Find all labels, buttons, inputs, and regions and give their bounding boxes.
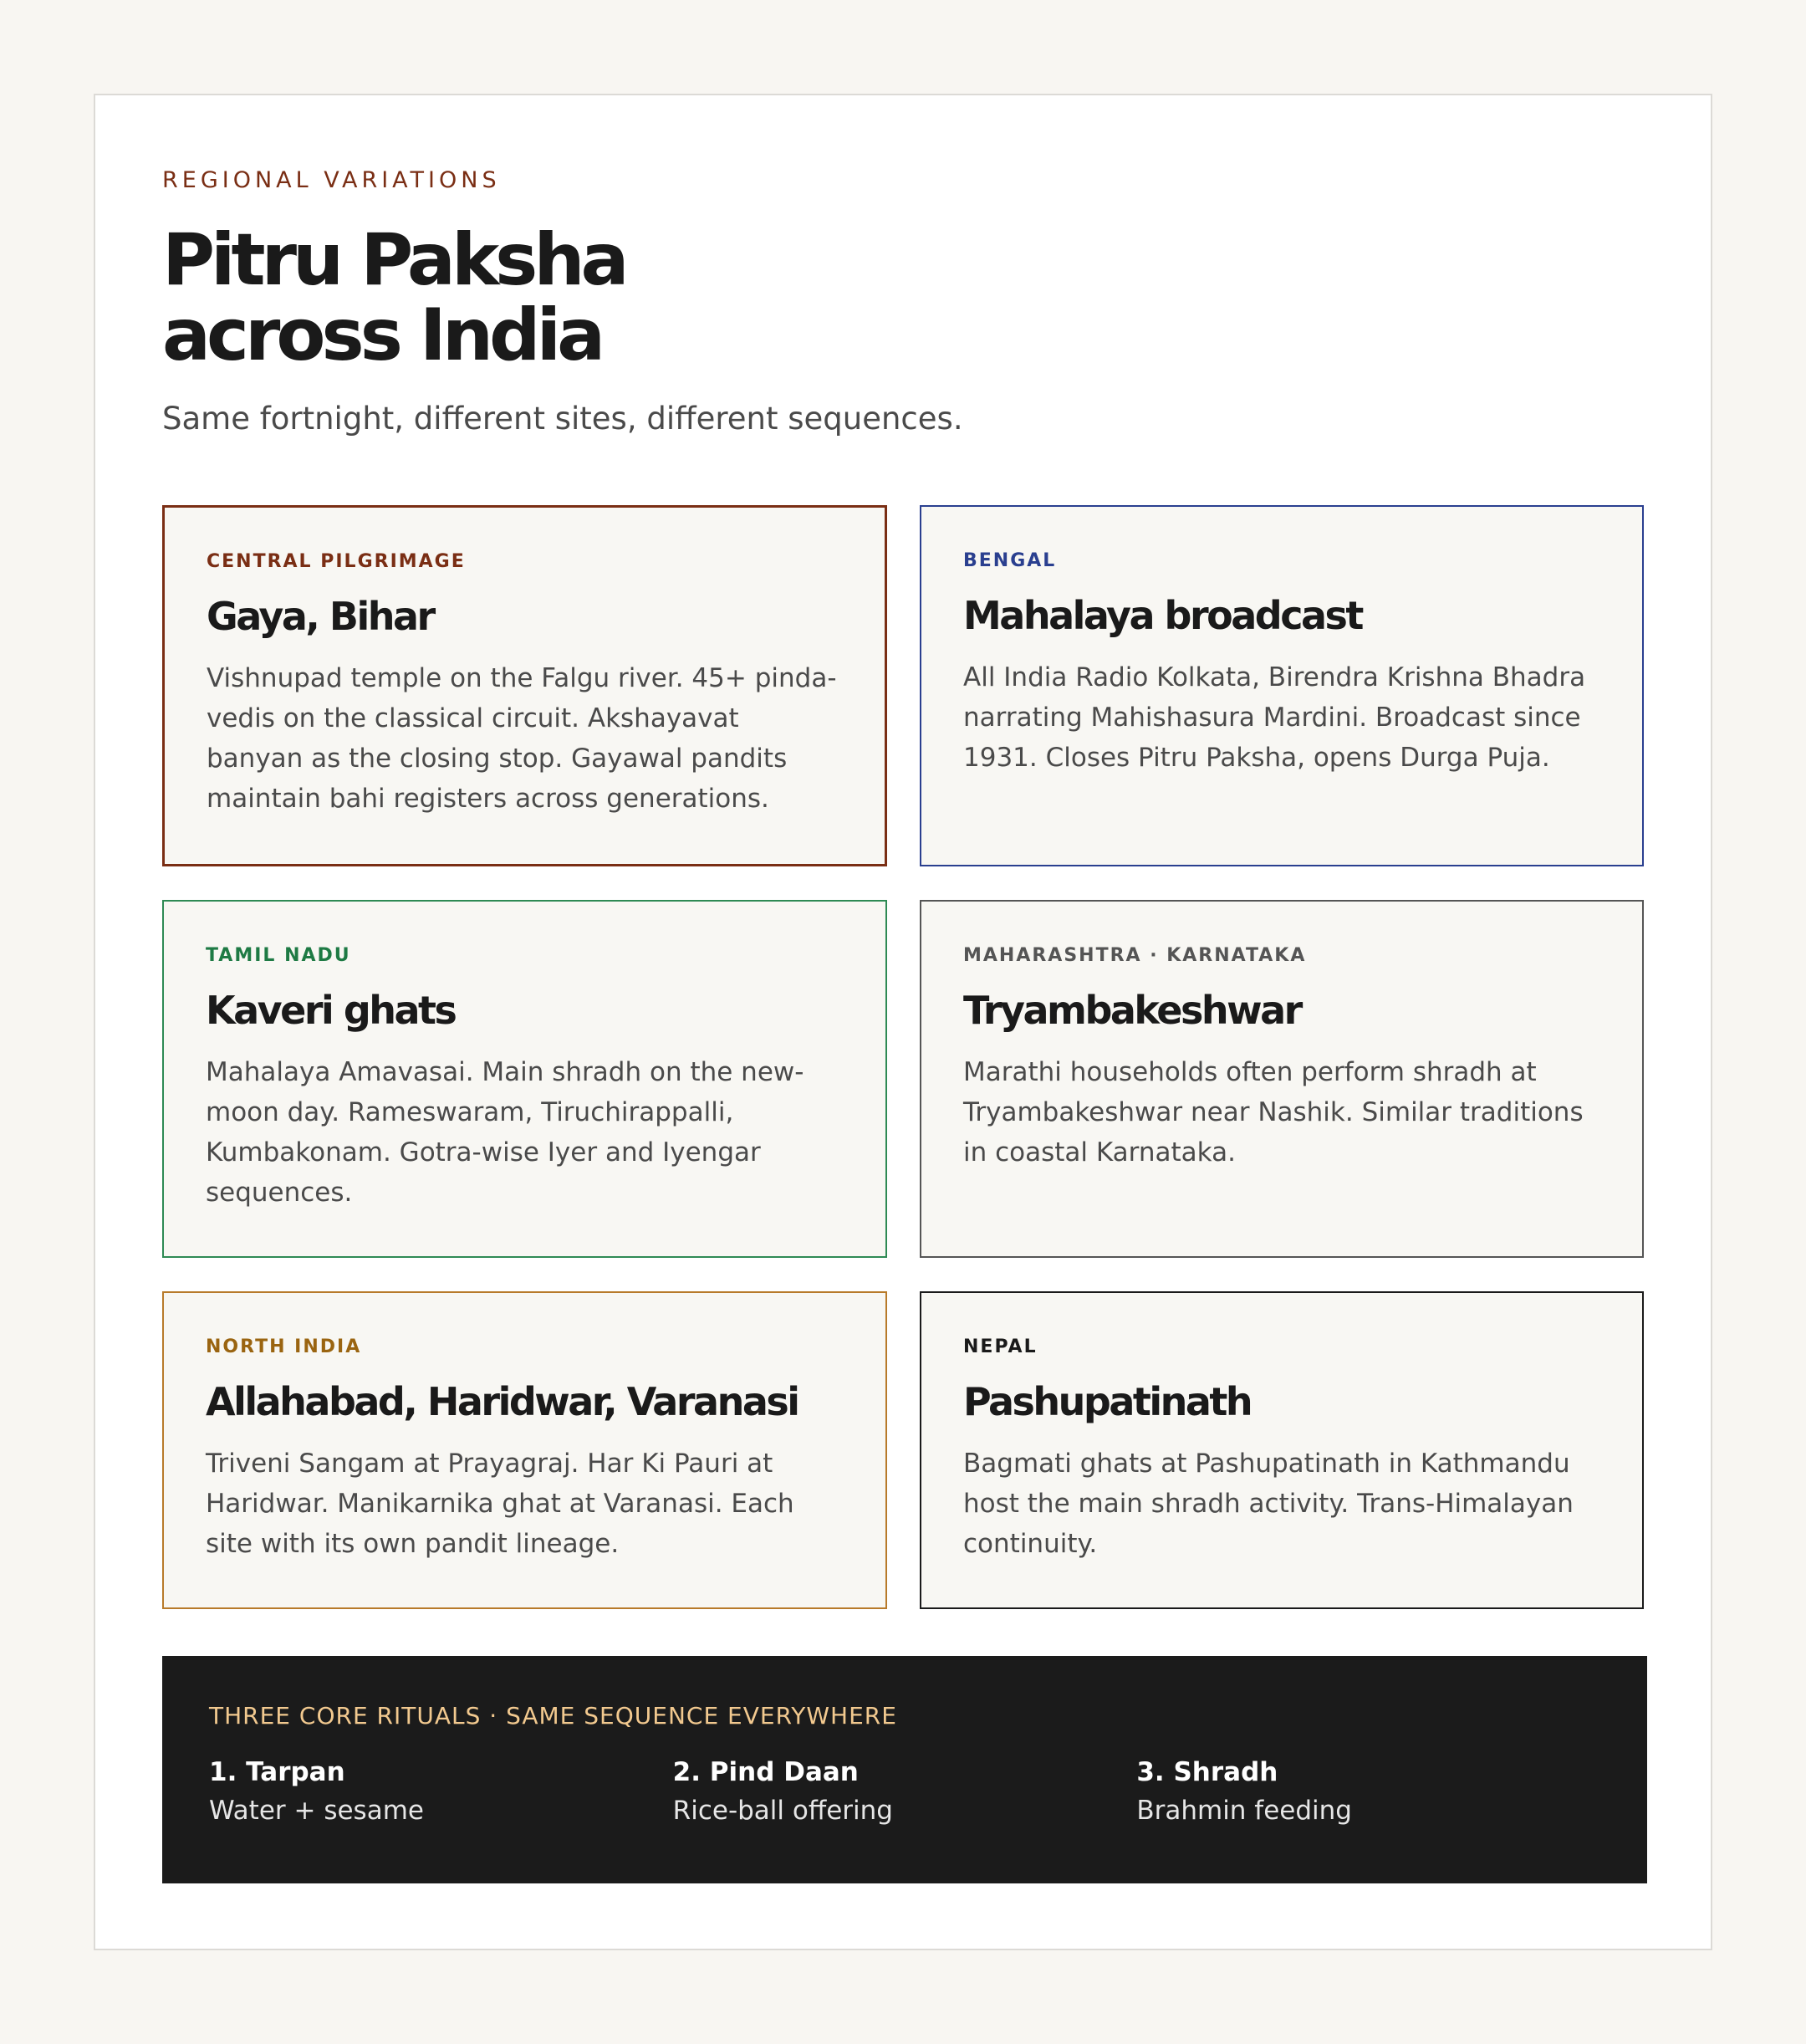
- card-region-label: TAMIL NADU: [206, 945, 351, 966]
- region-card-maharashtra-karnataka: [920, 900, 1644, 1258]
- card-title: Pashupatinath: [963, 1379, 1252, 1424]
- ritual-description: Water + sesame: [209, 1796, 424, 1826]
- card-region-label: NEPAL: [963, 1336, 1038, 1357]
- region-card-gaya: [162, 505, 887, 866]
- card-body: Marathi households often perform shradh at Tryambakeshwar near Nashik. Similar traditions in coastal Karnataka.: [963, 1057, 1584, 1168]
- region-card-north-india: [162, 1291, 887, 1609]
- rituals-list: [209, 1753, 1600, 1830]
- ritual-item: [1136, 1753, 1600, 1830]
- ritual-name: 1. Tarpan: [209, 1757, 345, 1787]
- region-card-bengal: [920, 505, 1644, 866]
- ritual-name: 3. Shradh: [1136, 1757, 1278, 1787]
- card-title: Allahabad, Haridwar, Varanasi: [206, 1379, 798, 1424]
- card-region-label: BENGAL: [963, 550, 1057, 571]
- card-region-label: NORTH INDIA: [206, 1336, 362, 1357]
- core-rituals-label: THREE CORE RITUALS · SAME SEQUENCE EVERYWHERE: [209, 1702, 897, 1730]
- page-title-line-2: across India: [162, 294, 602, 377]
- card-title: Gaya, Bihar: [207, 594, 434, 639]
- region-card-tamil-nadu: [162, 900, 887, 1258]
- eyebrow-label: REGIONAL VARIATIONS: [162, 167, 501, 193]
- ritual-description: Rice-ball offering: [672, 1796, 893, 1826]
- card-body: Vishnupad temple on the Falgu river. 45+ pinda-vedis on the classical circuit. Akshayavat banyan as the closing stop. Gayawal pandits maintain bahi registers across generations.: [207, 663, 837, 814]
- ritual-item: [673, 1753, 1137, 1830]
- card-body: All India Radio Kolkata, Birendra Krishna Bhadra narrating Mahishasura Mardini. Broadcast since 1931. Closes Pitru Paksha, opens Durga Puja.: [963, 662, 1586, 773]
- core-rituals-banner: [162, 1656, 1647, 1883]
- card-body: Bagmati ghats at Pashupatinath in Kathmandu host the main shradh activity. Trans-Himalayan continuity.: [963, 1449, 1574, 1559]
- card-region-label: MAHARASHTRA · KARNATAKA: [963, 945, 1307, 966]
- card-title: Tryambakeshwar: [963, 988, 1301, 1033]
- ritual-item: [209, 1753, 673, 1830]
- card-body: Mahalaya Amavasai. Main shradh on the new-moon day. Rameswaram, Tiruchirappalli, Kumbakonam. Gotra-wise Iyer and Iyengar sequences.: [206, 1057, 804, 1208]
- article-panel: [94, 94, 1712, 1950]
- page-subtitle: Same fortnight, different sites, different sequences.: [162, 401, 963, 437]
- card-region-label: CENTRAL PILGRIMAGE: [207, 551, 466, 572]
- page-title: [162, 218, 1644, 377]
- ritual-name: 2. Pind Daan: [672, 1757, 859, 1787]
- page-title-line-1: Pitru Paksha: [162, 218, 625, 302]
- region-card-nepal: [920, 1291, 1644, 1609]
- card-title: Mahalaya broadcast: [963, 593, 1362, 638]
- ritual-description: Brahmin feeding: [1136, 1796, 1352, 1826]
- card-title: Kaveri ghats: [206, 988, 456, 1033]
- card-body: Triveni Sangam at Prayagraj. Har Ki Pauri at Haridwar. Manikarnika ghat at Varanasi. Each site with its own pandit lineage.: [206, 1449, 794, 1559]
